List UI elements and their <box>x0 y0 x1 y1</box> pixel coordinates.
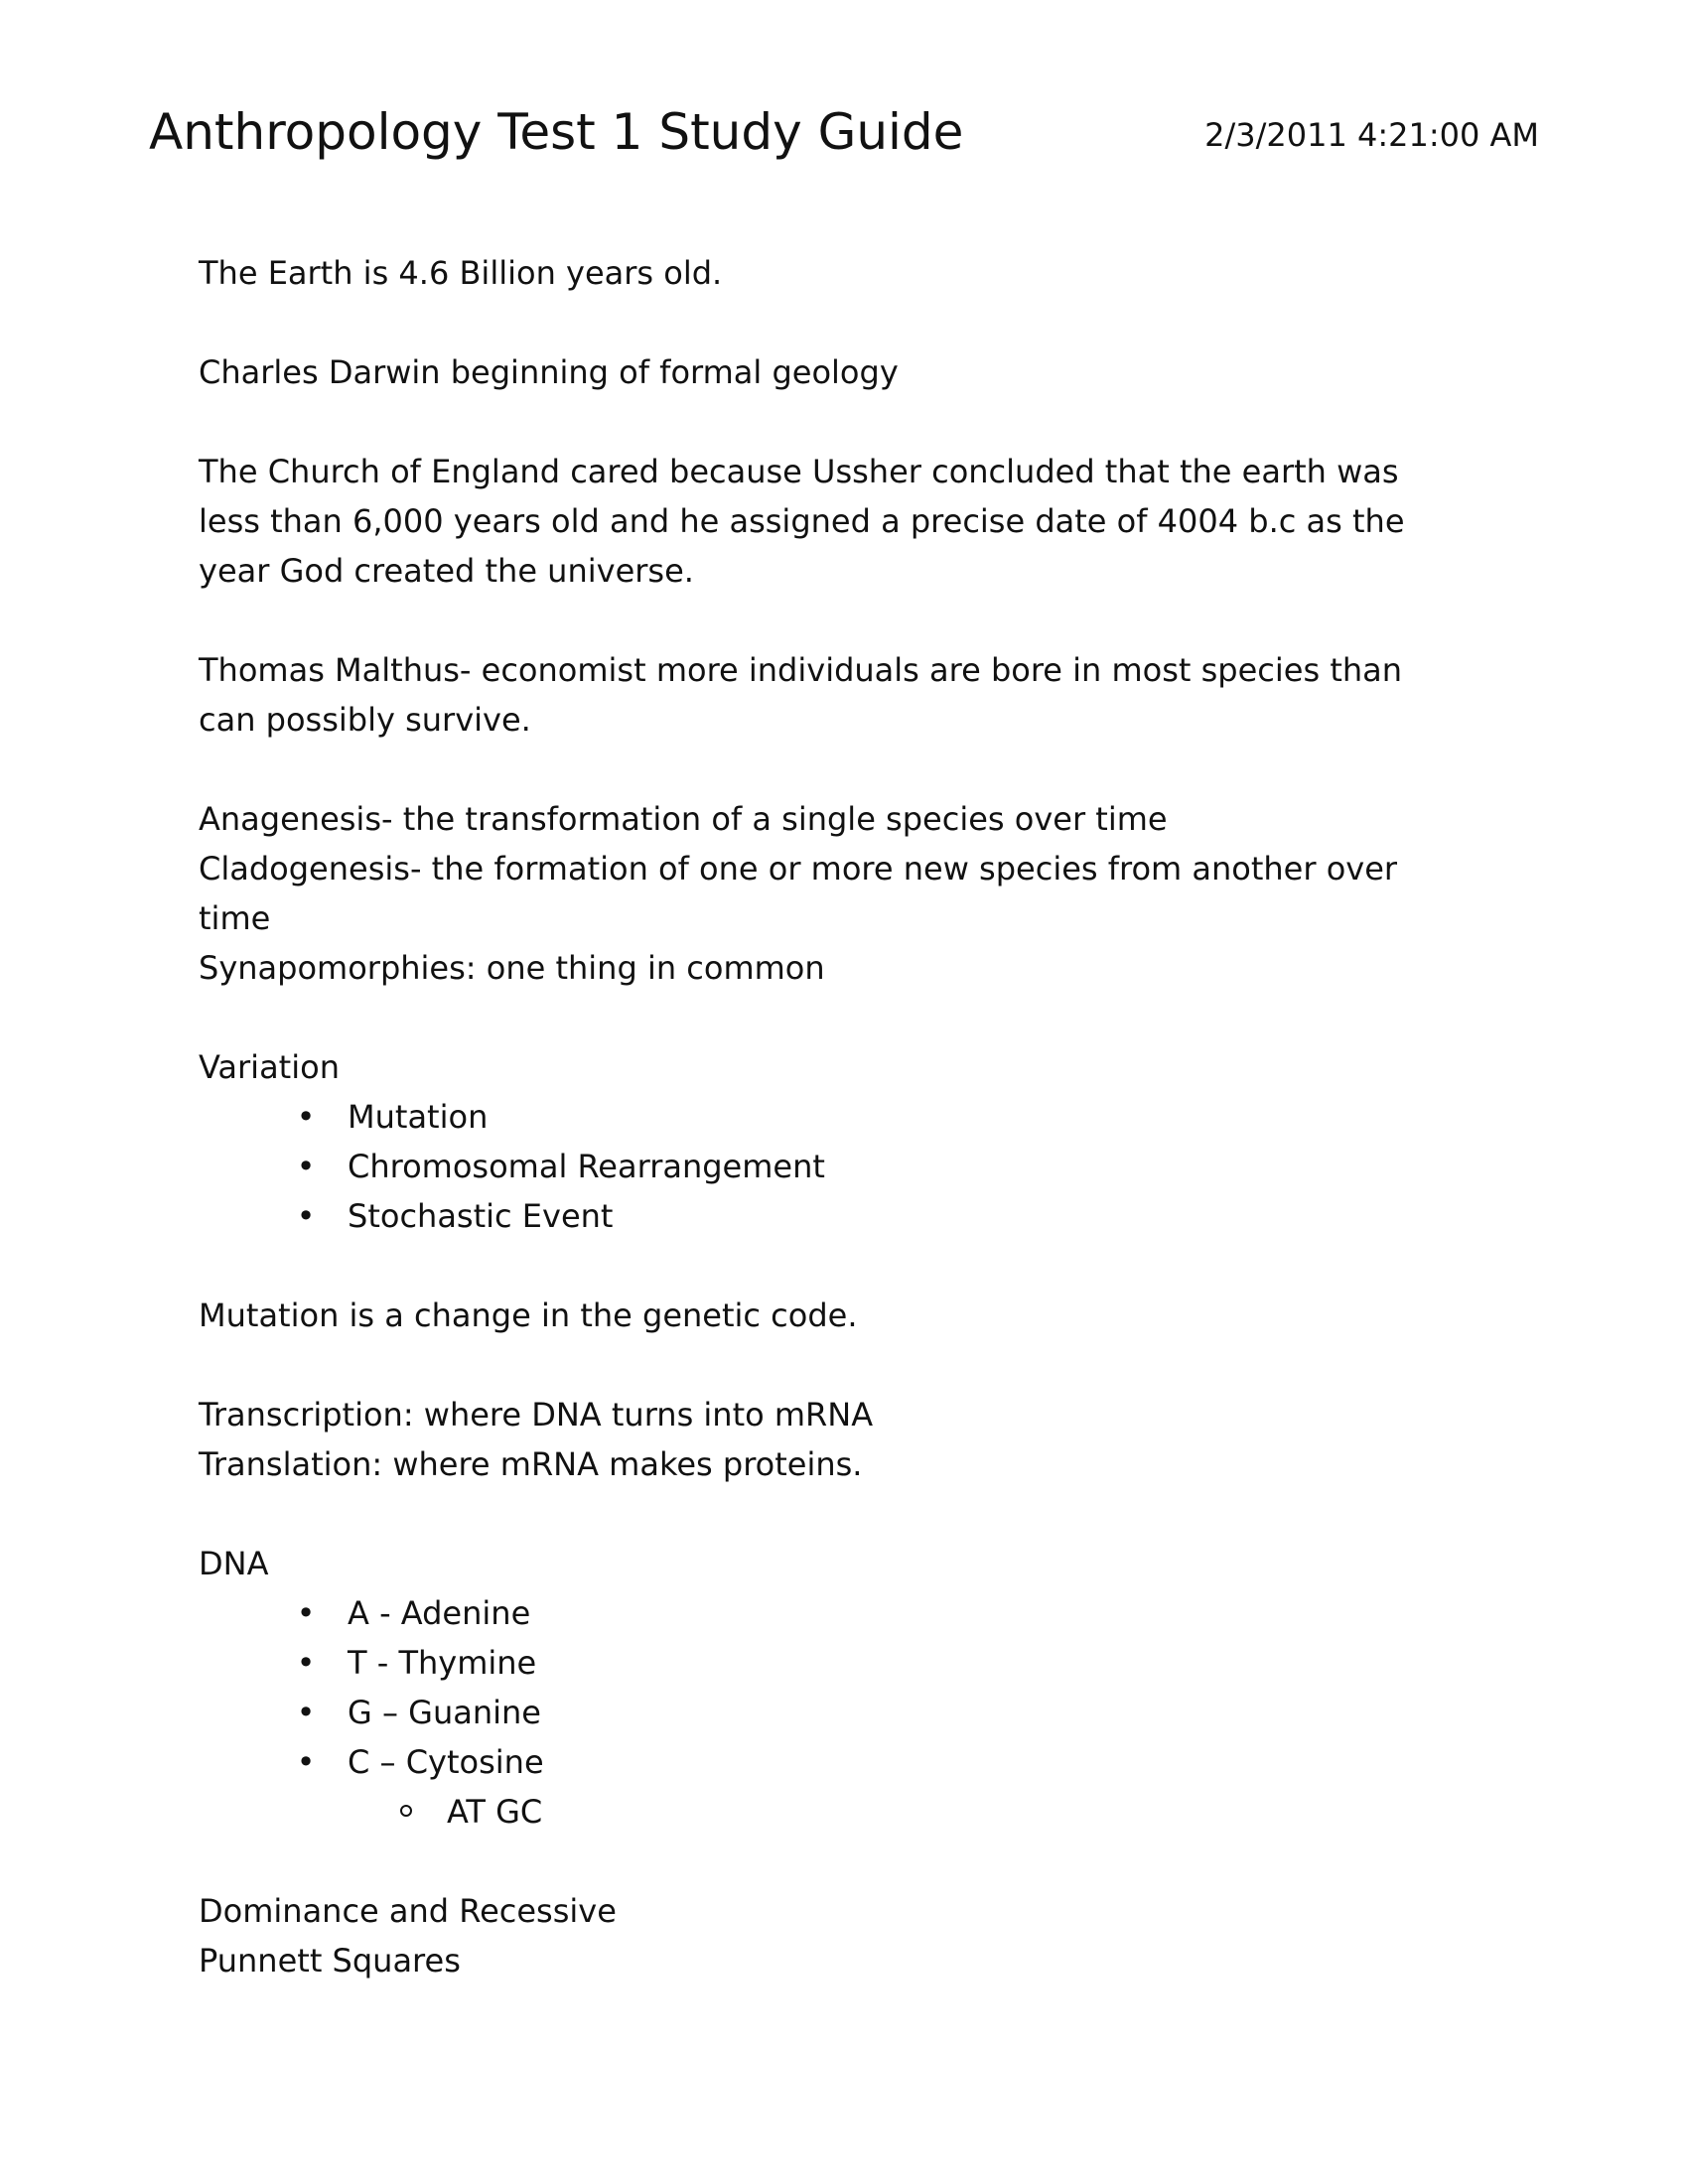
list-item <box>199 1092 1509 1142</box>
spacer <box>199 397 1509 447</box>
list-item-label: Stochastic Event <box>348 1197 614 1235</box>
list-item <box>199 1638 1509 1688</box>
list-item <box>199 1688 1509 1737</box>
bullet-icon: • <box>296 1197 316 1235</box>
paragraph-anagenesis: Anagenesis- the transformation of a single species over time <box>199 800 1168 838</box>
list-item-label: Mutation <box>348 1098 489 1136</box>
spacer <box>199 1241 1509 1291</box>
document-header <box>149 97 1539 167</box>
paragraph-translation: Translation: where mRNA makes proteins. <box>199 1445 863 1483</box>
paragraph-mutation-definition: Mutation is a change in the genetic code. <box>199 1297 858 1334</box>
paragraph-transcription: Transcription: where DNA turns into mRNA <box>199 1396 874 1433</box>
paragraph-church-line: The Church of England cared because Ussher concluded that the earth was <box>199 453 1399 490</box>
paragraph-malthus-line: Thomas Malthus- economist more individuals are bore in most species than <box>199 651 1403 689</box>
dna-sublist <box>199 1787 1509 1837</box>
paragraph-church-line: less than 6,000 years old and he assigned a precise date of 4004 b.c as the <box>199 502 1405 540</box>
paragraph-malthus-line: can possibly survive. <box>199 701 531 739</box>
paragraph-darwin: Charles Darwin beginning of formal geology <box>199 353 899 391</box>
dna-list <box>199 1588 1509 1787</box>
list-item-label: C – Cytosine <box>348 1743 544 1781</box>
document-timestamp: 2/3/2011 4:21:00 AM <box>1204 116 1539 154</box>
spacer <box>199 993 1509 1042</box>
document-title: Anthropology Test 1 Study Guide <box>149 103 964 161</box>
paragraph-dominance: Dominance and Recessive <box>199 1892 617 1930</box>
list-item <box>199 1737 1509 1787</box>
paragraph-church-line: year God created the universe. <box>199 552 694 590</box>
paragraph-cladogenesis-line: Cladogenesis- the formation of one or more new species from another over <box>199 850 1398 887</box>
variation-list <box>199 1092 1509 1241</box>
spacer <box>199 1489 1509 1539</box>
list-item-label: A - Adenine <box>348 1594 531 1632</box>
document-body <box>199 248 1509 1985</box>
paragraph-cladogenesis-line: time <box>199 899 271 937</box>
bullet-icon: • <box>296 1594 316 1632</box>
bullet-icon: • <box>296 1694 316 1731</box>
dna-heading: DNA <box>199 1545 269 1582</box>
paragraph-punnett: Punnett Squares <box>199 1942 461 1979</box>
list-item <box>199 1588 1509 1638</box>
list-item <box>199 1142 1509 1191</box>
hollow-circle-bullet-icon <box>400 1805 412 1817</box>
bullet-icon: • <box>296 1098 316 1136</box>
bullet-icon: • <box>296 1148 316 1185</box>
list-item-label: T - Thymine <box>348 1644 537 1682</box>
list-item-label: G – Guanine <box>348 1694 541 1731</box>
sub-list-item-label: AT GC <box>447 1793 543 1831</box>
spacer <box>199 596 1509 645</box>
sub-list-item <box>199 1787 1509 1837</box>
variation-heading: Variation <box>199 1048 340 1086</box>
list-item <box>199 1191 1509 1241</box>
bullet-icon: • <box>296 1743 316 1781</box>
spacer <box>199 745 1509 794</box>
spacer <box>199 1837 1509 1886</box>
paragraph-synapomorphies: Synapomorphies: one thing in common <box>199 949 825 987</box>
bullet-icon: • <box>296 1644 316 1682</box>
spacer <box>199 1340 1509 1390</box>
spacer <box>199 298 1509 347</box>
list-item-label: Chromosomal Rearrangement <box>348 1148 825 1185</box>
paragraph-earth-age: The Earth is 4.6 Billion years old. <box>199 254 723 292</box>
